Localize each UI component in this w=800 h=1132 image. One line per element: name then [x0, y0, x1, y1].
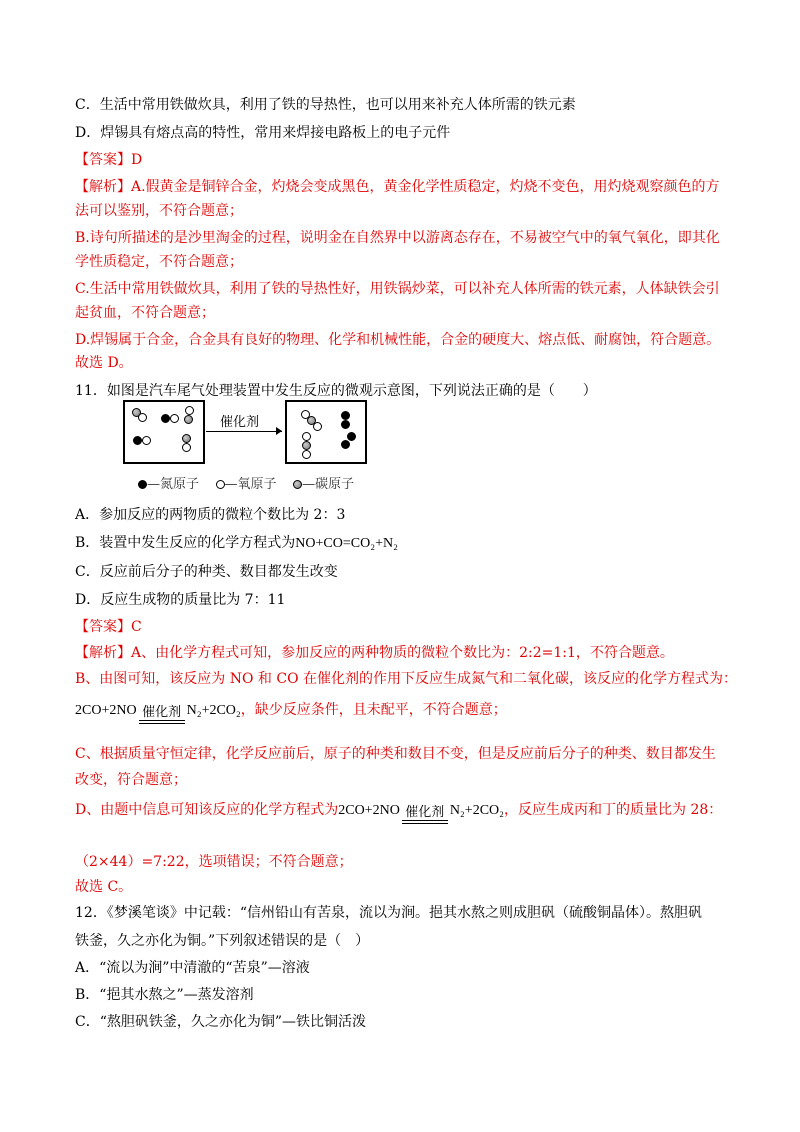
- q11-option-c: C．反应前后分子的种类、数目都发生改变: [75, 564, 338, 580]
- q10-analysis-line: 法可以鉴别，不符合题意；: [75, 203, 243, 219]
- reaction-diagram: [120, 400, 370, 492]
- carbon-atom: [302, 441, 311, 450]
- nitrogen-atom: [161, 414, 170, 423]
- oxygen-atom: [138, 413, 147, 422]
- q11-analysis-d-line: [75, 800, 722, 834]
- carbon-atom: [184, 415, 193, 424]
- oxygen-legend-icon: [216, 480, 225, 489]
- q11-analysis-c1: C、根据质量守恒定律，化学反应前后，原子的种类和数目不变，但是反应前后分子的种类、数目都发生: [75, 746, 716, 762]
- q10-analysis-line: C.生活中常用铁做炊具，利用了铁的导热性好，用铁锅炒菜，可以补充人体所需的铁元素，人体缺铁会引: [75, 281, 720, 297]
- q10-analysis-line: 起贫血，不符合题意；: [75, 305, 215, 321]
- q11-analysis-d-prefix: D、由题中信息可知该反应的化学方程式为: [75, 802, 339, 818]
- q10-analysis-line: 学性质稳定，不符合题意；: [75, 254, 243, 270]
- q10-analysis-line: 【解析】A.假黄金是铜锌合金，灼烧会变成黑色，黄金化学性质稳定，灼烧不变色，用灼烧观察颜色的方: [75, 179, 720, 195]
- q10-option-c: C．生活中常用铁做炊具，利用了铁的导热性，也可以用来补充人体所需的铁元素: [75, 97, 576, 113]
- catalyst-condition: 催化剂: [405, 805, 445, 820]
- nitrogen-legend-label: —氮原子: [147, 477, 200, 492]
- q11-analysis-a: 【解析】A、由化学方程式可知，参加反应的两种物质的微粒个数比为：2:2=1:1，不符合题意。: [75, 645, 674, 661]
- q12-stem-line1: 12．《梦溪笔谈》中记载：“信州铅山有苦泉，流以为涧。挹其水熬之则成胆矾（硫酸铜晶体）。熬胆矾: [75, 905, 702, 921]
- catalyst-arrow: [402, 805, 448, 824]
- q10-analysis-line: D.焊锡属于合金，合金具有良好的物理、化学和机械性能，合金的硬度大、熔点低、耐腐蚀，符合题意。: [75, 332, 721, 348]
- q10-answer: 【答案】D: [75, 152, 143, 168]
- q11-conclusion: 故选 C。: [75, 879, 133, 895]
- products-box: [285, 400, 367, 464]
- oxygen-atom: [185, 406, 194, 415]
- q12-option-a: A．“流以为涧”中清澈的“苦泉”—溶液: [75, 960, 310, 976]
- q11-analysis-c2: 改变，符合题意；: [75, 772, 187, 788]
- equation-products: N₂+2CO₂: [449, 803, 505, 818]
- q10-analysis-line: B.诗句所描述的是沙里淘金的过程，说明金在自然界中以游离态存在，不易被空气中的氧气氧化，即其化: [75, 230, 720, 246]
- q10-option-d: D．焊锡具有熔点高的特性，常用来焊接电路板上的电子元件: [75, 125, 451, 141]
- carbon-atom: [182, 434, 191, 443]
- reactants-box: [123, 400, 205, 464]
- equation-reactants: 2CO+2NO: [338, 803, 400, 818]
- reaction-arrow: [206, 431, 282, 432]
- q12-option-b: B．“挹其水熬之”—蒸发溶剂: [75, 987, 254, 1003]
- nitrogen-atom: [133, 436, 142, 445]
- carbon-legend-icon: [293, 480, 302, 489]
- oxygen-atom: [142, 436, 151, 445]
- equation-products: N₂+2CO₂: [186, 703, 241, 718]
- q11-equation-line: [75, 700, 507, 734]
- oxygen-atom: [313, 422, 322, 431]
- q11-option-a: A．参加反应的两物质的微粒个数比为 2：3: [75, 507, 346, 523]
- catalyst-condition: 催化剂: [142, 705, 182, 720]
- arrow-head-icon: [276, 427, 282, 435]
- nitrogen-atom: [341, 411, 350, 420]
- nitrogen-legend-icon: [138, 480, 147, 489]
- catalyst-label: 催化剂: [220, 415, 260, 430]
- q11-analysis-d2: （2×44）=7:22，选项错误；不符合题意；: [75, 854, 353, 870]
- q12-stem-line2: 铁釜，久之亦化为铜。”下列叙述错误的是（ ）: [75, 933, 370, 949]
- q11-option-d: D．反应生成物的质量比为 7：11: [75, 592, 286, 608]
- oxygen-atom: [182, 443, 191, 452]
- catalyst-arrow: [139, 705, 185, 724]
- oxygen-atom: [302, 432, 311, 441]
- nitrogen-atom: [347, 432, 356, 441]
- q10-analysis-line: 故选 D。: [75, 355, 133, 371]
- q11-answer: 【答案】C: [75, 619, 142, 635]
- nitrogen-atom: [341, 420, 350, 429]
- q11-analysis-b: B、由图可知，该反应为 NO 和 CO 在催化剂的作用下反应生成氮气和二氧化碳，该反应的化学方程式为：: [75, 671, 738, 687]
- oxygen-atom: [302, 450, 311, 459]
- q11-option-b-text: B．装置中发生反应的化学方程式为: [75, 535, 296, 551]
- q11-analysis-d-suffix: ，反应生成丙和丁的质量比为 28：: [504, 802, 723, 818]
- oxygen-legend-label: —氧原子: [224, 477, 277, 492]
- nitrogen-atom: [341, 440, 350, 449]
- q11-option-b-equation: NO+CO=CO₂+N₂: [295, 536, 398, 551]
- q12-option-c: C．“熬胆矾铁釜，久之亦化为铜”—铁比铜活泼: [75, 1014, 367, 1030]
- carbon-legend-label: —碳原子: [302, 477, 355, 492]
- atom-legend: [138, 473, 354, 492]
- q11-analysis-b2: ，缺少反应条件，且未配平，不符合题意；: [240, 702, 507, 718]
- equation-reactants: 2CO+2NO: [75, 703, 137, 718]
- q11-stem: 11．如图是汽车尾气处理装置中发生反应的微观示意图，下列说法正确的是（ ）: [75, 383, 597, 399]
- oxygen-atom: [170, 414, 179, 423]
- q11-option-b: [75, 533, 398, 554]
